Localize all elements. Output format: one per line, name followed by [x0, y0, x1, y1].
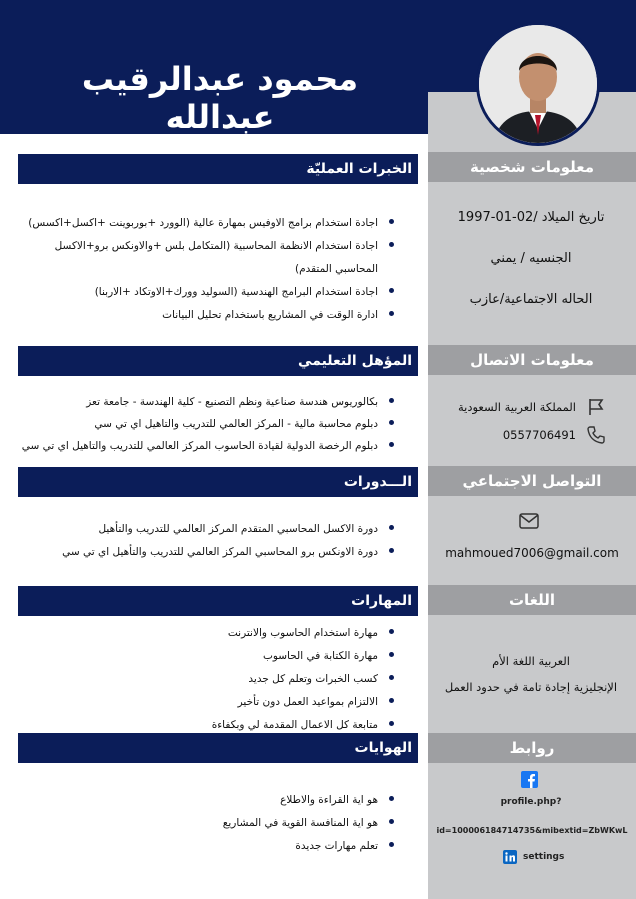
hobbies-heading [18, 733, 418, 763]
experience-heading [18, 154, 418, 184]
facebook-link-line2[interactable]: id=100006184714735&mibextid=ZbWKwL [436, 826, 628, 835]
nationality: الجنسيه / يمني [490, 251, 572, 266]
education-list [18, 391, 398, 457]
person-silhouette-icon [479, 25, 597, 143]
email-icon [519, 513, 539, 529]
list-item: هو اية القراءة والاطلاع [18, 789, 398, 812]
list-item: تعلم مهارات جديدة [18, 835, 398, 858]
email-address: mahmoued7006@gmail.com [445, 546, 619, 560]
list-item: ادارة الوقت في المشاريع باستخدام تحليل البيانات [18, 304, 398, 327]
list-item: الالتزام بمواعيد العمل دون تأخير [18, 691, 398, 714]
list-item: مهارة استخدام الحاسوب والانترنت [18, 622, 398, 645]
links-heading: روابط [428, 733, 636, 763]
person-name: محمود عبدالرقيب عبدالله [81, 60, 359, 136]
education-heading-label: المؤهل التعليمي [298, 353, 412, 369]
list-item: اجادة استخدام الانظمة المحاسبية (المتكامل بلس +والاونكس برو+الاكسل المحاسبي المتقدم) [18, 235, 398, 281]
hobbies-list [18, 789, 398, 858]
linkedin-link[interactable]: settings [523, 852, 565, 862]
personal-info-heading: معلومات شخصية [428, 152, 636, 182]
list-item: دورة الاكسل المحاسبي المتقدم المركز العالمي للتدريب والتأهيل [18, 518, 398, 541]
education-heading [18, 346, 418, 376]
list-item: اجادة استخدام البرامج الهندسية (السوليد وورك+الاوتكاد +الاربنا) [18, 281, 398, 304]
courses-heading [18, 467, 418, 497]
courses-heading-label: الـــدورات [343, 474, 412, 490]
list-item: مهارة الكتابة في الحاسوب [18, 645, 398, 668]
profile-photo [476, 22, 600, 146]
linkedin-icon[interactable] [503, 850, 517, 864]
list-item: دورة الاونكس برو المحاسبي المركز العالمي للتدريب والتأهيل اي تي سي [18, 541, 398, 564]
facebook-link-line1[interactable]: profile.php? [500, 797, 562, 807]
skills-heading-label: المهارات [351, 593, 412, 609]
marital-status: الحاله الاجتماعية/عازب [469, 292, 593, 307]
list-item: اجادة استخدام برامج الاوفيس بمهارة عالية (الوورد +بوربوينت +اكسل+اكسس) [18, 212, 398, 235]
experience-list [18, 212, 398, 327]
language-arabic: العربية اللغة الأم [492, 654, 570, 668]
list-item: دبلوم الرخصة الدولية لقيادة الحاسوب المركز العالمي للتدريب والتاهيل اي تي سي [18, 435, 398, 457]
list-item: بكالوريوس هندسة صناعية ونظم التصنيع - كلية الهندسة - جامعة تعز [18, 391, 398, 413]
social-heading: التواصل الاجتماعي [428, 466, 636, 496]
list-item: كسب الخبرات وتعلم كل جديد [18, 668, 398, 691]
date-of-birth: تاريخ الميلاد /02-01-1997 [457, 210, 605, 225]
flag-icon [586, 397, 606, 417]
list-item: متابعة كل الاعمال المقدمة لي وبكفاءة [18, 714, 398, 737]
languages-heading: اللغات [428, 585, 636, 615]
contact-info-heading: معلومات الاتصال [428, 345, 636, 375]
country: المملكة العربية السعودية [458, 400, 576, 414]
experience-heading-label: الخبرات العمليّة [306, 161, 412, 177]
facebook-icon[interactable] [521, 771, 538, 788]
skills-list [18, 622, 398, 737]
list-item: هو اية المنافسة القوية في المشاريع [18, 812, 398, 835]
courses-list [18, 518, 398, 564]
language-english: الإنجليزية إجادة تامة في حدود العمل [444, 680, 618, 694]
list-item: دبلوم محاسبة مالية - المركز العالمي للتدريب والتاهيل اي تي سي [18, 413, 398, 435]
phone-number: 0557706491 [502, 428, 576, 442]
skills-heading [18, 586, 418, 616]
phone-icon [586, 425, 606, 445]
hobbies-heading-label: الهوايات [354, 740, 412, 756]
